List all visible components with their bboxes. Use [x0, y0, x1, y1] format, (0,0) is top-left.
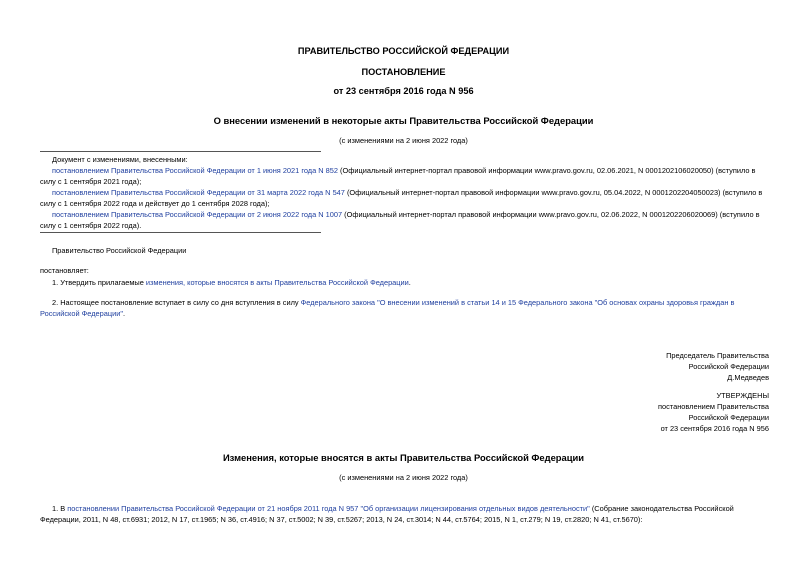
change-link-3[interactable]: постановлением Правительства Российской Федерации от 2 июня 2022 года N 1007	[52, 210, 343, 219]
appendix-edition-note: (с изменениями на 2 июня 2022 года)	[339, 473, 468, 482]
doctype-heading: ПОСТАНОВЛЕНИЕ	[361, 67, 446, 77]
changes-intro: Документ с изменениями, внесенными:	[52, 155, 188, 164]
appendix-title: Изменения, которые вносятся в акты Правительства Российской Федерации	[222, 452, 585, 463]
signature-line-2: Российской Федерации	[688, 362, 769, 371]
change-link-2[interactable]: постановлением Правительства Российской Федерации от 31 марта 2022 года N 547	[52, 188, 345, 197]
federal-law-link[interactable]: Федерального закона "О внесении изменений в статьи 14 и 15 Федерального закона "Об основах охраны здоровья граждан в Российской Федерации"	[40, 298, 735, 318]
appendix-p1-suffix: (Собрание законодательства Российской Федерации, 2011, N 48, ст.6931; 2012, N 17, ст.1965; N 36, ст.4916; N 37, ст.5002; N 39, ст.5267; 2013, N 24, ст.3014; N 44, ст.5764; 2015, N 1, ст.279; N 19, ст.2820; N 41, ст.5670):	[40, 504, 734, 524]
government-heading: ПРАВИТЕЛЬСТВО РОССИЙСКОЙ ФЕДЕРАЦИИ	[297, 46, 510, 56]
divider-top	[40, 151, 321, 152]
approval-block	[658, 390, 769, 434]
change-item	[40, 187, 770, 209]
paragraph-2-prefix: 2. Настоящее постановление вступает в силу со дня вступления в силу	[52, 298, 301, 307]
signature-line-3: Д.Медведев	[727, 373, 769, 382]
government-line: Правительство Российской Федерации	[52, 246, 187, 255]
paragraph-2-suffix: .	[123, 309, 126, 318]
change-link-1[interactable]: постановлением Правительства Российской Федерации от 1 июня 2021 года N 852	[52, 166, 338, 175]
paragraph-1	[40, 277, 770, 288]
changes-block	[40, 154, 770, 231]
paragraph-2	[40, 297, 770, 319]
signature-block	[666, 350, 769, 383]
approval-line-3: Российской Федерации	[688, 413, 769, 422]
appendix-paragraph-1	[40, 503, 770, 525]
changes-link[interactable]: изменения, которые вносятся в акты Правительства Российской Федерации	[145, 278, 409, 287]
document-title: О внесении изменений в некоторые акты Правительства Российской Федерации	[213, 115, 594, 126]
change-text-1: (Официальный интернет-портал правовой информации www.pravo.gov.ru, 02.06.2021, N 0001202106020050) (вступило в силу с 1 сентября 2021 года);	[40, 166, 756, 186]
approval-line-4: от 23 сентября 2016 года N 956	[660, 424, 769, 433]
document-date: от 23 сентября 2016 года N 956	[333, 86, 474, 96]
paragraph-1-prefix: 1. Утвердить прилагаемые	[52, 278, 146, 287]
decree-957-link[interactable]: постановлении Правительства Российской Федерации от 21 ноября 2011 года N 957 "Об организации лицензирования отдельных видов деятельности"	[67, 504, 590, 513]
change-text-3: (Официальный интернет-портал правовой информации www.pravo.gov.ru, 02.06.2022, N 0001202206020069) (вступило в силу с 1 сентября 2022 года).	[40, 210, 760, 230]
approval-line-1: УТВЕРЖДЕНЫ	[716, 391, 769, 400]
edition-note: (с изменениями на 2 июня 2022 года)	[339, 136, 468, 145]
paragraph-1-suffix: .	[408, 278, 411, 287]
change-item	[40, 165, 770, 187]
resolves-line: постановляет:	[40, 266, 89, 275]
divider-bottom	[40, 232, 321, 233]
appendix-p1-prefix: 1. В	[52, 504, 68, 513]
change-item	[40, 209, 770, 231]
approval-line-2: постановлением Правительства	[658, 402, 769, 411]
change-text-2: (Официальный интернет-портал правовой информации www.pravo.gov.ru, 05.04.2022, N 0001202204050023) (вступило в силу с 1 сентября 2022 года и действует до 1 сентября 2028 года);	[40, 188, 763, 208]
signature-line-1: Председатель Правительства	[666, 351, 769, 360]
